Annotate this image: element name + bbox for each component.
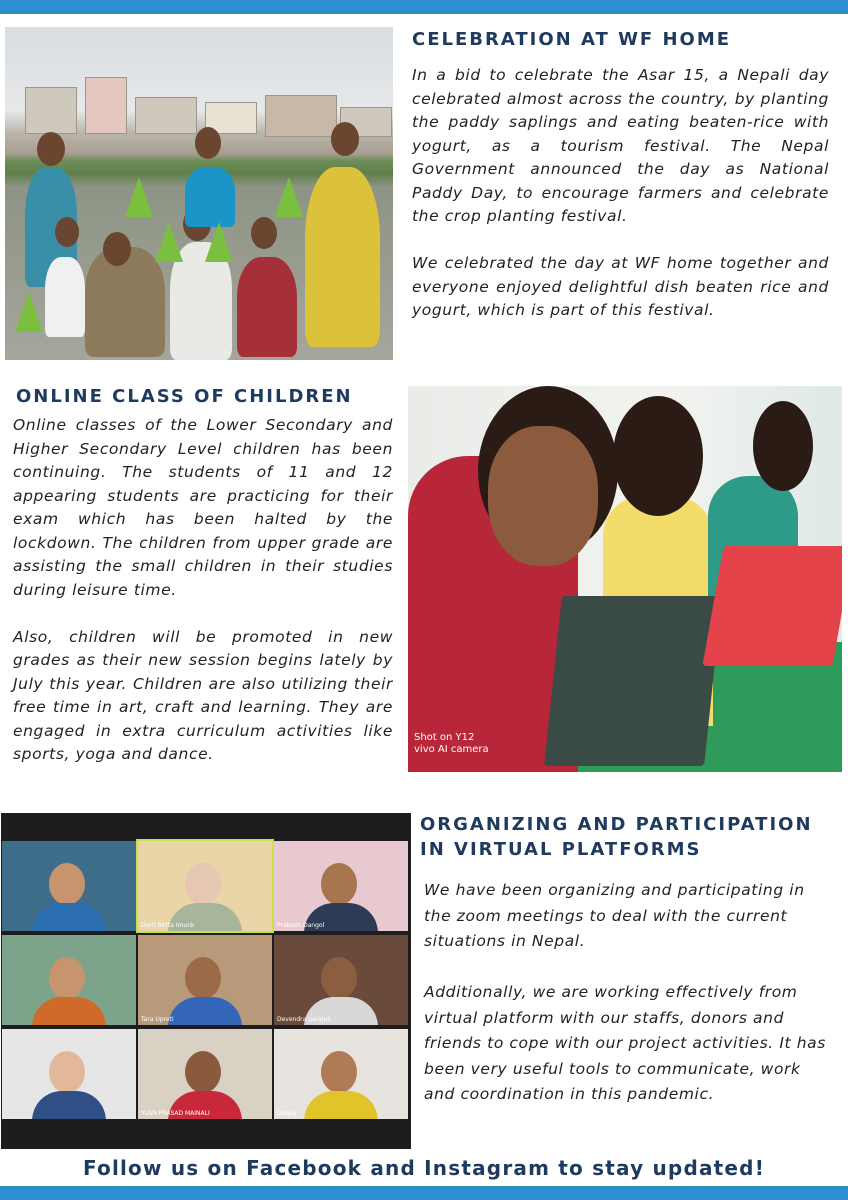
zoom-tile: Deepa — [274, 1029, 408, 1119]
virtual-body — [424, 878, 828, 1108]
online-class-title: ONLINE CLASS OF CHILDREN — [16, 386, 353, 407]
celebration-paragraph-1: In a bid to celebrate the Asar 15, a Nepali day celebrated almost across the country, by planting the paddy saplings and eating beaten-rice with yogurt, as a tourism festival. The Nepal Government announced the day as National Paddy Day, to encourage farmers and celebrate the crop planting festival. — [412, 66, 829, 225]
bottom-accent-bar — [0, 1186, 848, 1200]
zoom-tile — [2, 841, 136, 931]
celebration-paragraph-2: We celebrated the day at WF home together and everyone enjoyed delightful dish beaten rice and yogurt, which is part of this festival. — [412, 254, 829, 319]
zoom-tile — [2, 1029, 136, 1119]
celebration-photo — [5, 27, 393, 360]
zoom-tile: YUVA PRASAD MAINALI — [138, 1029, 272, 1119]
zoom-tile: Tara Upreti — [138, 935, 272, 1025]
top-accent-bar — [0, 0, 848, 14]
online-class-paragraph-1: Online classes of the Lower Secondary and Higher Secondary Level children has been continuing. The students of 11 and 12 appearing students are practicing for their exam which has been halted by the lockdown. The children from upper grade are assisting the small children in their studies during leisure time. — [13, 416, 393, 599]
photo-watermark: Shot on Y12 vivo AI camera — [414, 732, 489, 755]
virtual-title-line-1: ORGANIZING AND PARTICIPATION — [420, 814, 813, 835]
online-class-photo — [408, 386, 842, 772]
zoom-tile: Dorit Betta Imunk — [138, 841, 272, 931]
zoom-tile: Devendra parajuli — [274, 935, 408, 1025]
online-class-paragraph-2: Also, children will be promoted in new grades as their new session begins lately by July this year. Children are also utilizing their free time in art, craft and learning. They are engaged in extra curriculum activities like sports, yoga and dance. — [13, 627, 393, 763]
virtual-title-line-2: IN VIRTUAL PLATFORMS — [420, 839, 702, 860]
celebration-body — [412, 64, 829, 323]
zoom-tile — [2, 935, 136, 1025]
celebration-title: CELEBRATION AT WF HOME — [412, 29, 732, 50]
virtual-paragraph-1: We have been organizing and participating in the zoom meetings to deal with the current situations in Nepal. — [424, 881, 805, 950]
zoom-meeting-photo — [1, 813, 411, 1149]
virtual-paragraph-2: Additionally, we are working effectively from virtual platform with our staffs, donors and friends to cope with our project activities. It has been very useful tools to communicate, work and coordination in this pandemic. — [424, 983, 826, 1103]
zoom-tile: Prabesh Dangol — [274, 841, 408, 931]
virtual-title — [420, 812, 840, 862]
footer-social-callout: Follow us on Facebook and Instagram to stay updated! — [82, 1156, 766, 1180]
online-class-body — [13, 414, 393, 767]
